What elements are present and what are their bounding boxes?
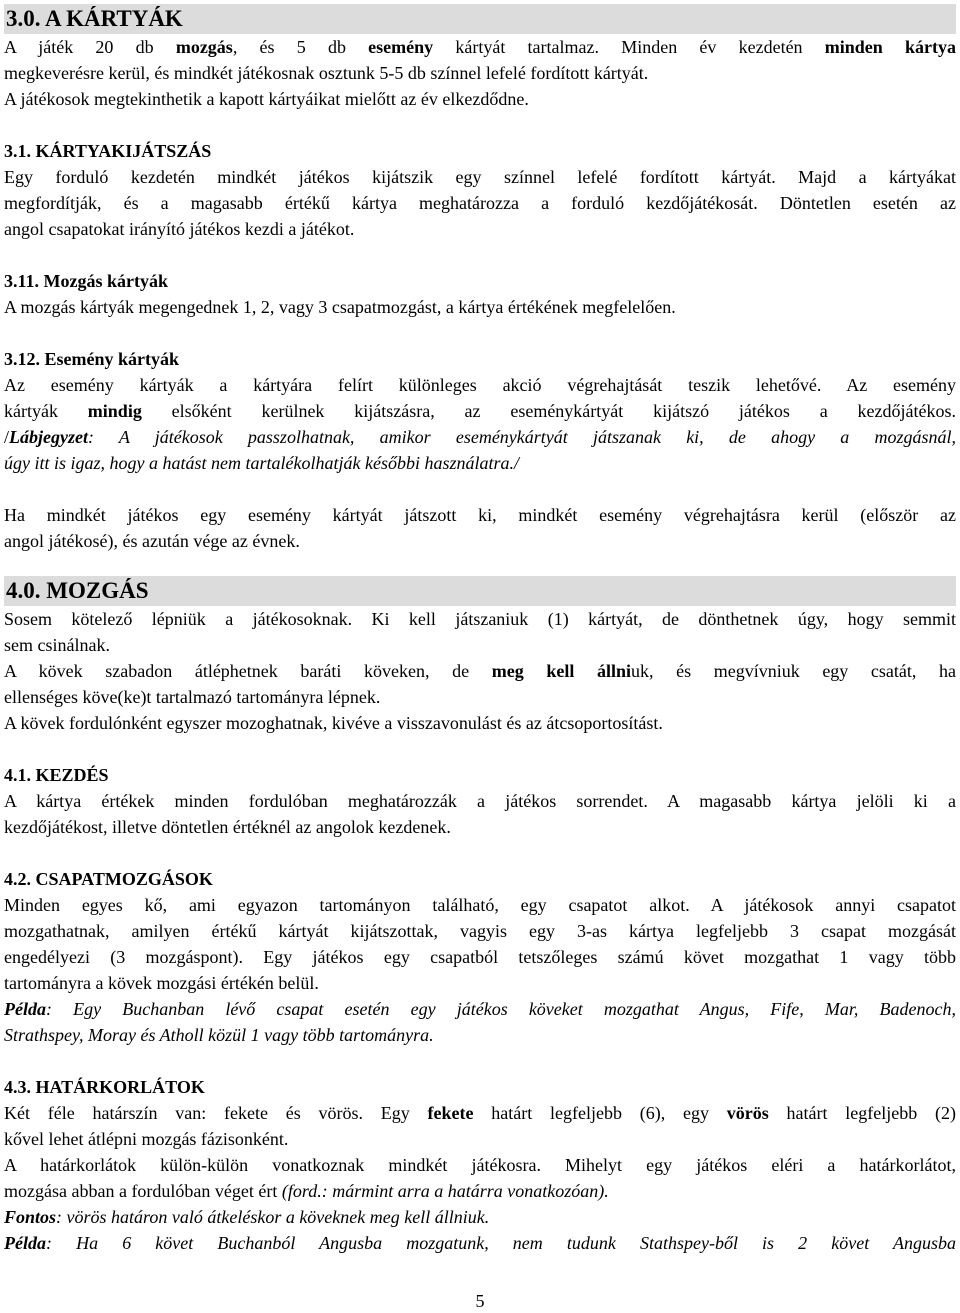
section-heading-3-1: 3.1. KÁRTYAKIJÁTSZÁS xyxy=(4,141,212,161)
text-line: A kövek fordulónként egyszer mozoghatnak, kivéve a visszavonulást és az átcsoportosítást. xyxy=(4,713,663,733)
text-line: megkeverésre kerül, és mindkét játékosnak osztunk 5-5 db színnel lefelé fordított kártyát. xyxy=(4,63,649,83)
paragraph-move-cards xyxy=(4,294,956,320)
paragraph-card-play xyxy=(4,164,956,242)
example-line: Strathspey, Moray és Atholl közül 1 vagy több tartományra. xyxy=(4,1025,434,1045)
paragraph-start xyxy=(4,788,956,840)
paragraph-movement xyxy=(4,606,956,736)
paragraph-group-moves xyxy=(4,892,956,1048)
section-heading-4-3: 4.3. HATÁRKORLÁTOK xyxy=(4,1077,205,1097)
text-line: A kövek szabadon átléphetnek baráti köveken, de meg kell állniuk, és megvívniuk egy csatát, ha xyxy=(4,661,957,681)
text-line: kővel lehet átlépni mozgás fázisonként. xyxy=(4,1129,289,1149)
footnote-line: /Lábjegyzet: A játékosok passzolhatnak, amikor eseménykártyát játszanak ki, de ahogy a mozgásnál, xyxy=(4,427,956,447)
section-heading-4-2: 4.2. CSAPATMOZGÁSOK xyxy=(4,869,213,889)
text-line: ellenséges köve(ke)t tartalmazó tartományra lépnek. xyxy=(4,687,381,707)
text-line: tartományra a kövek mozgási értékén belül. xyxy=(4,973,319,993)
text-line: angol játékosé), és azután vége az évnek. xyxy=(4,531,300,551)
text-line: A játékosok megtekinthetik a kapott kártyáikat mielőtt az év elkezdődne. xyxy=(4,89,529,109)
text-line: mozgása abban a fordulóban véget ért (ford.: mármint arra a határra vonatkozóan). xyxy=(4,1181,609,1201)
document-page xyxy=(4,4,956,1256)
example-line: Példa: Ha 6 követ Buchanból Angusba mozgatunk, nem tudunk Stathspey-ből is 2 követ Angusba xyxy=(4,1233,956,1253)
text-line: Az esemény kártyák a kártyára felírt különleges akció végrehajtását teszik lehetővé. Az esemény xyxy=(4,375,956,395)
text-line: kezdőjátékost, illetve döntetlen értéknél az angolok kezdenek. xyxy=(4,817,451,837)
text-line: A mozgás kártyák megengednek 1, 2, vagy 3 csapatmozgást, a kártya értékének megfelelően. xyxy=(4,297,676,317)
text-line: megfordítják, és a magasabb értékű kártya meghatározza a forduló kezdőjátékosát. Döntetlen esetén az xyxy=(4,193,956,213)
paragraph-border-limits xyxy=(4,1100,956,1256)
paragraph-event-cards xyxy=(4,372,956,476)
text-line: Egy forduló kezdetén mindkét játékos kijátszik egy színnel lefelé fordított kártyát. Majd a kártyákat xyxy=(4,167,956,187)
text-line: engedélyezi (3 mozgáspont). Egy játékos egy csapatból tetszőleges számú követ mozgathat 1 vagy több xyxy=(4,947,956,967)
section-heading-4-1: 4.1. KEZDÉS xyxy=(4,765,109,785)
footnote-line: úgy itt is igaz, hogy a hatást nem tartalékolhatják későbbi használatra./ xyxy=(4,453,519,473)
important-line: Fontos: vörös határon való átkeléskor a köveknek meg kell állniuk. xyxy=(4,1207,490,1227)
text-line: mozgathatnak, amilyen értékű kártyát kijátszottak, vagyis egy 3-as kártya legfeljebb 3 csapat mozgását xyxy=(4,921,956,941)
text-line: Ha mindkét játékos egy esemény kártyát játszott ki, mindkét esemény végrehajtásra kerül (először az xyxy=(4,505,956,525)
text-line: Sosem kötelező lépniük a játékosoknak. Ki kell játszaniuk (1) kártyát, de dönthetnek úgy, hogy semmit xyxy=(4,609,956,629)
section-heading-3-12: 3.12. Esemény kártyák xyxy=(4,349,179,369)
text-line: A kártya értékek minden fordulóban meghatározzák a játékos sorrendet. A magasabb kártya jelöli ki a xyxy=(4,791,956,811)
text-line: A játék 20 db mozgás, és 5 db esemény kártyát tartalmaz. Minden év kezdetén minden kártya xyxy=(4,37,956,57)
text-line: Minden egyes kő, ami egyazon tartományon található, egy csapatot alkot. A játékosok annyi csapatot xyxy=(4,895,956,915)
text-line: Két féle határszín van: fekete és vörös. Egy fekete határt legfeljebb (6), egy vörös határt legfeljebb (2) xyxy=(4,1103,956,1123)
section-heading-3-0: 3.0. A KÁRTYÁK xyxy=(4,4,956,34)
text-line: sem csinálnak. xyxy=(4,635,110,655)
example-line: Példa: Egy Buchanban lévő csapat esetén egy játékos köveket mozgathat Angus, Fife, Mar, Badenoch, xyxy=(4,999,956,1019)
paragraph-both-events xyxy=(4,502,956,554)
page-number: 5 xyxy=(475,1291,485,1311)
section-heading-4-0: 4.0. MOZGÁS xyxy=(4,576,956,606)
section-heading-3-11: 3.11. Mozgás kártyák xyxy=(4,271,168,291)
text-line: A határkorlátok külön-külön vonatkoznak mindkét játékosra. Mihelyt egy játékos eléri a határkorlátot, xyxy=(4,1155,956,1175)
text-line: angol csapatokat irányító játékos kezdi a játékot. xyxy=(4,219,355,239)
text-line: kártyák mindig elsőként kerülnek kijátszásra, az eseménykártyát kijátszó játékos a kezdőjátékos. xyxy=(4,401,956,421)
paragraph-cards-intro xyxy=(4,34,956,112)
